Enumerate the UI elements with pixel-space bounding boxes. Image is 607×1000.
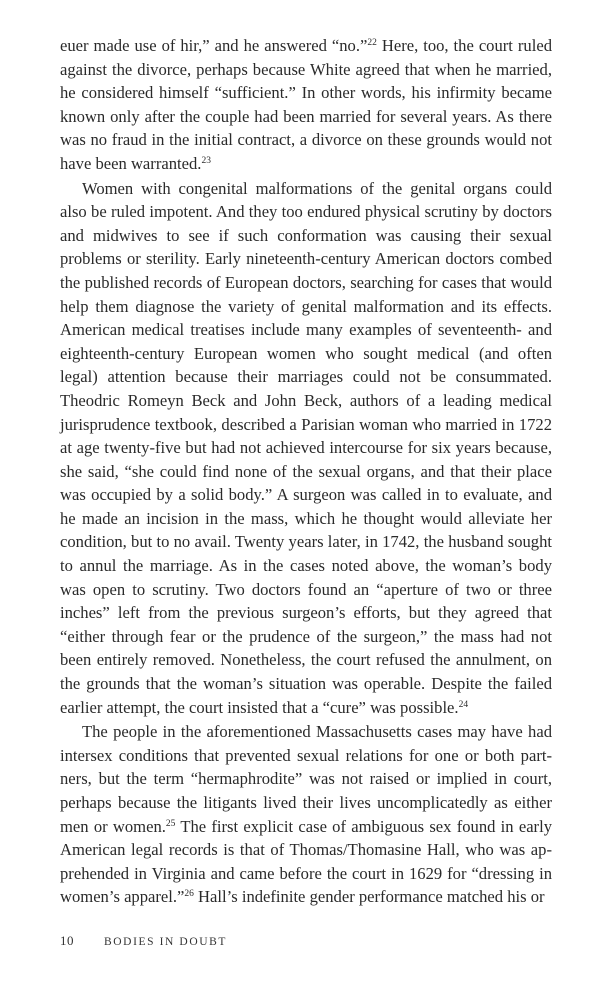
paragraph-text: Women with congenital malformations of the genital organs could also be ruled impotent. And they too endured physical scrutiny by doctors and midwives to see if such conformation was causing their sexual problems or sterility. Early nineteenth-century American doctors combed the published records of European doctors, searching for cases that would help them diagnose the variety of genital malformation and its effects. American medical treatises include many examples of seventeenth- and eighteenth-century European women who sought medical (and often legal) attention because their marriages could not be consummated. Theodric Romeyn Beck and John Beck, authors of a leading medical jurisprudence textbook, described a Parisian woman who married in 1722 at age twenty-five but had not achieved intercourse for six years because, she said, “she could find none of the sexual organs, and that their place was occupied by a solid body.” A surgeon was called in to evaluate, and he made an incision in the mass, which he thought would alleviate her condition, but to no avail. Twenty years later, in 1742, the husband sought to annul the marriage. As in the cases noted above, the woman’s body was open to scrutiny. Two doctors found an “aperture of two or three inches” left from the previous surgeon’s efforts, but they agreed that “either through fear or the prudence of the surgeon,” the mass had not been entirely removed. Nonetheless, the court refused the annulment, on the grounds that the woman’s situation was operable. Despite the failed earlier attempt, the court insisted that a “cure” was possible.: [60, 178, 552, 717]
paragraph-3: [60, 720, 552, 909]
page-footer: [60, 933, 227, 949]
footnote-ref-25[interactable]: 25: [165, 818, 176, 829]
footnote-ref-22[interactable]: 22: [367, 38, 377, 48]
paragraph-2: [60, 177, 552, 720]
page-number: 10: [60, 933, 74, 948]
footnote-ref-24[interactable]: 24: [458, 699, 469, 710]
paragraph-1: [60, 34, 552, 176]
footnote-ref-26[interactable]: 26: [184, 889, 194, 900]
paragraph-text: Hall’s indefinite gender performance matched his or: [193, 887, 545, 907]
paragraph-text: The first explicit case of ambiguous sex found in early American legal records is that of Thomas/Thomasine Hall, who was apprehended in Virginia and came before the court in 1629 for “dressing in women’s apparel.”: [60, 816, 552, 907]
page-body: [60, 34, 552, 909]
paragraph-text: Here, too, the court ruled against the divorce, perhaps because White agreed that when he married, he considered himself “sufficient.” In other words, his infirmity became known only after the couple had been married for several years. As there was no fraud in the initial contract, a divorce on these grounds would not have been warranted.: [60, 36, 552, 173]
running-head: BODIES IN DOUBT: [104, 936, 228, 948]
paragraph-text: euer made use of hir,” and he answered “no.”: [60, 36, 368, 55]
footnote-ref-23[interactable]: 23: [201, 155, 211, 166]
paragraph-text: The people in the aforementioned Massachusetts cases may have had intersex conditions that prevented sexual relations for one or both partners, but the term “hermaphrodite” was not raised or implied in court, perhaps because the litigants lived their lives uncomplicatedly as either men or women.: [60, 722, 552, 836]
